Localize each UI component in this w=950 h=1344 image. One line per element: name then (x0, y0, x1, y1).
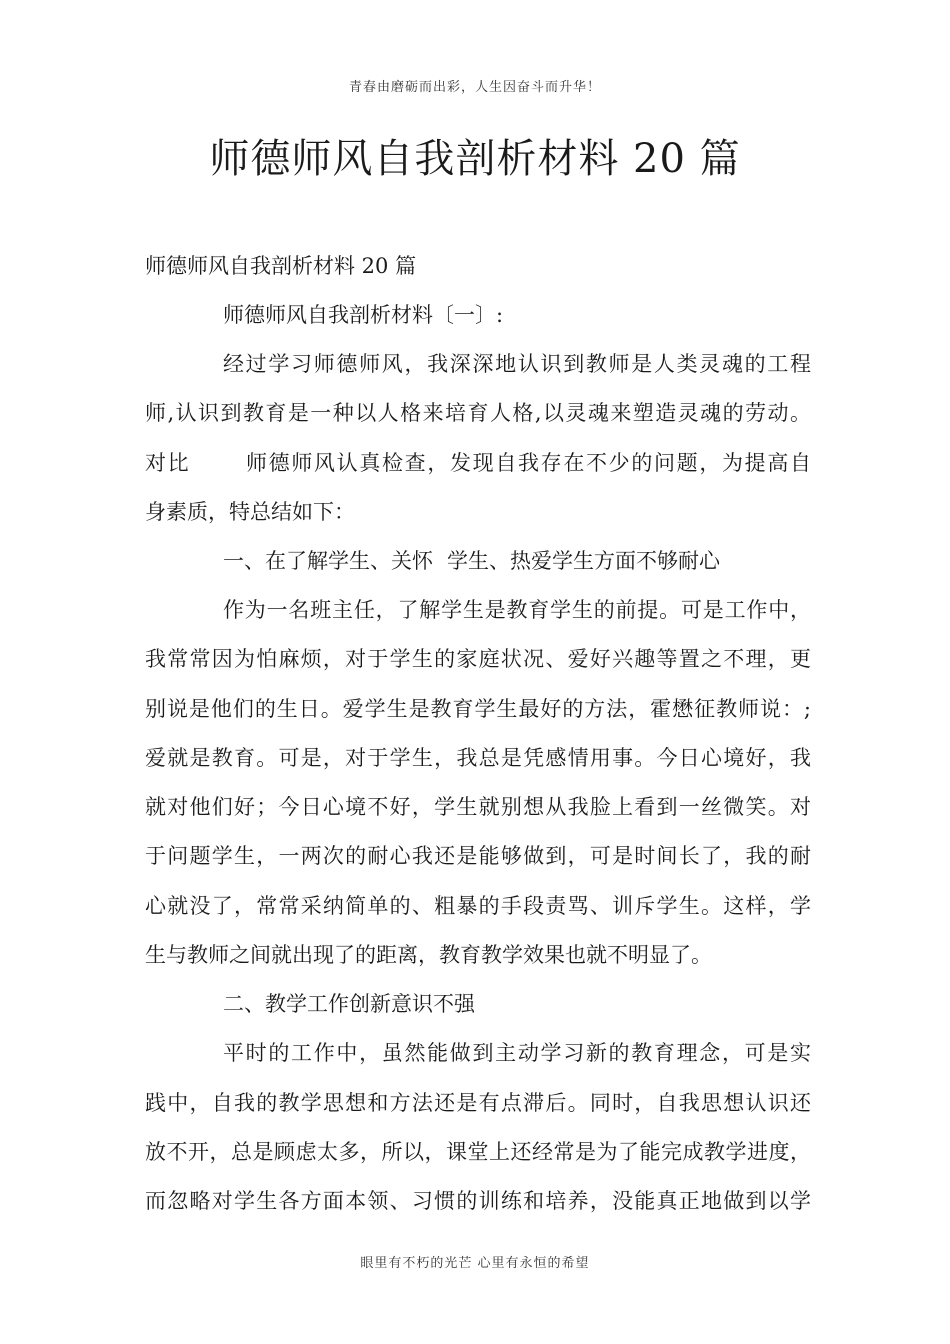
section-heading: 师德师风自我剖析材料〔一〕: (223, 303, 504, 327)
paragraph-line: 作为一名班主任，了解学生是教育学生的前提。可是工作中， (223, 598, 811, 622)
point-heading-fragment: 一、在了解学生、关怀 (223, 549, 433, 573)
paragraph-line: 别说是他们的生日。爱学生是教育学生最好的方法，霍懋征教师说：; (145, 697, 811, 721)
paragraph-line: 就对他们好；今日心境不好，学生就别想从我脸上看到一丝微笑。对 (145, 795, 811, 819)
point-heading: 二、教学工作创新意识不强 (223, 992, 475, 1016)
paragraph-line: 师,认识到教育是一种以人格来培育人格,以灵魂来塑造灵魂的劳动。 (145, 401, 811, 425)
paragraph-line: 我常常因为怕麻烦，对于学生的家庭状况、爱好兴趣等置之不理，更 (145, 647, 811, 671)
paragraph-line: 生与教师之间就出现了的距离，教育教学效果也就不明显了。 (145, 943, 712, 967)
paragraph-fragment: 对比 (145, 451, 191, 475)
paragraph-line: 而忽略对学生各方面本领、习惯的训练和培养，没能真正地做到以学 (145, 1189, 811, 1213)
paragraph-line: 心就没了，常常采纳简单的、粗暴的手段责骂、训斥学生。这样，学 (145, 894, 811, 918)
point-heading (223, 541, 720, 581)
paragraph-line: 放不开，总是顾虑太多，所以，课堂上还经常是为了能完成教学进度， (145, 1140, 811, 1164)
paragraph-line (145, 443, 811, 483)
paragraph-line: 于问题学生，一两次的耐心我还是能够做到，可是时间长了，我的耐 (145, 844, 811, 868)
paragraph-line: 爱就是教育。可是，对于学生，我总是凭感情用事。今日心境好，我 (145, 746, 811, 770)
paragraph-line: 身素质，特总结如下： (145, 500, 355, 524)
header-motto: 青春由磨砺而出彩，人生因奋斗而升华！ (348, 80, 601, 95)
point-heading-fragment: 学生、热爱学生方面不够耐心 (447, 549, 720, 573)
paragraph-line: 践中，自我的教学思想和方法还是有点滞后。同时，自我思想认识还 (145, 1091, 811, 1115)
document-title: 师德师风自我剖析材料 20 篇 (209, 136, 741, 182)
paragraph-line: 平时的工作中，虽然能做到主动学习新的教育理念，可是实 (223, 1041, 811, 1065)
footer-motto: 眼里有不朽的光芒 心里有永恒的希望 (360, 1256, 590, 1271)
document-subtitle: 师德师风自我剖析材料 20 篇 (145, 254, 417, 278)
paragraph-line: 经过学习师德师风，我深深地认识到教师是人类灵魂的工程 (223, 352, 811, 376)
paragraph-fragment: 师德师风认真检查，发现自我存在不少的问题，为提高自 (244, 451, 812, 475)
